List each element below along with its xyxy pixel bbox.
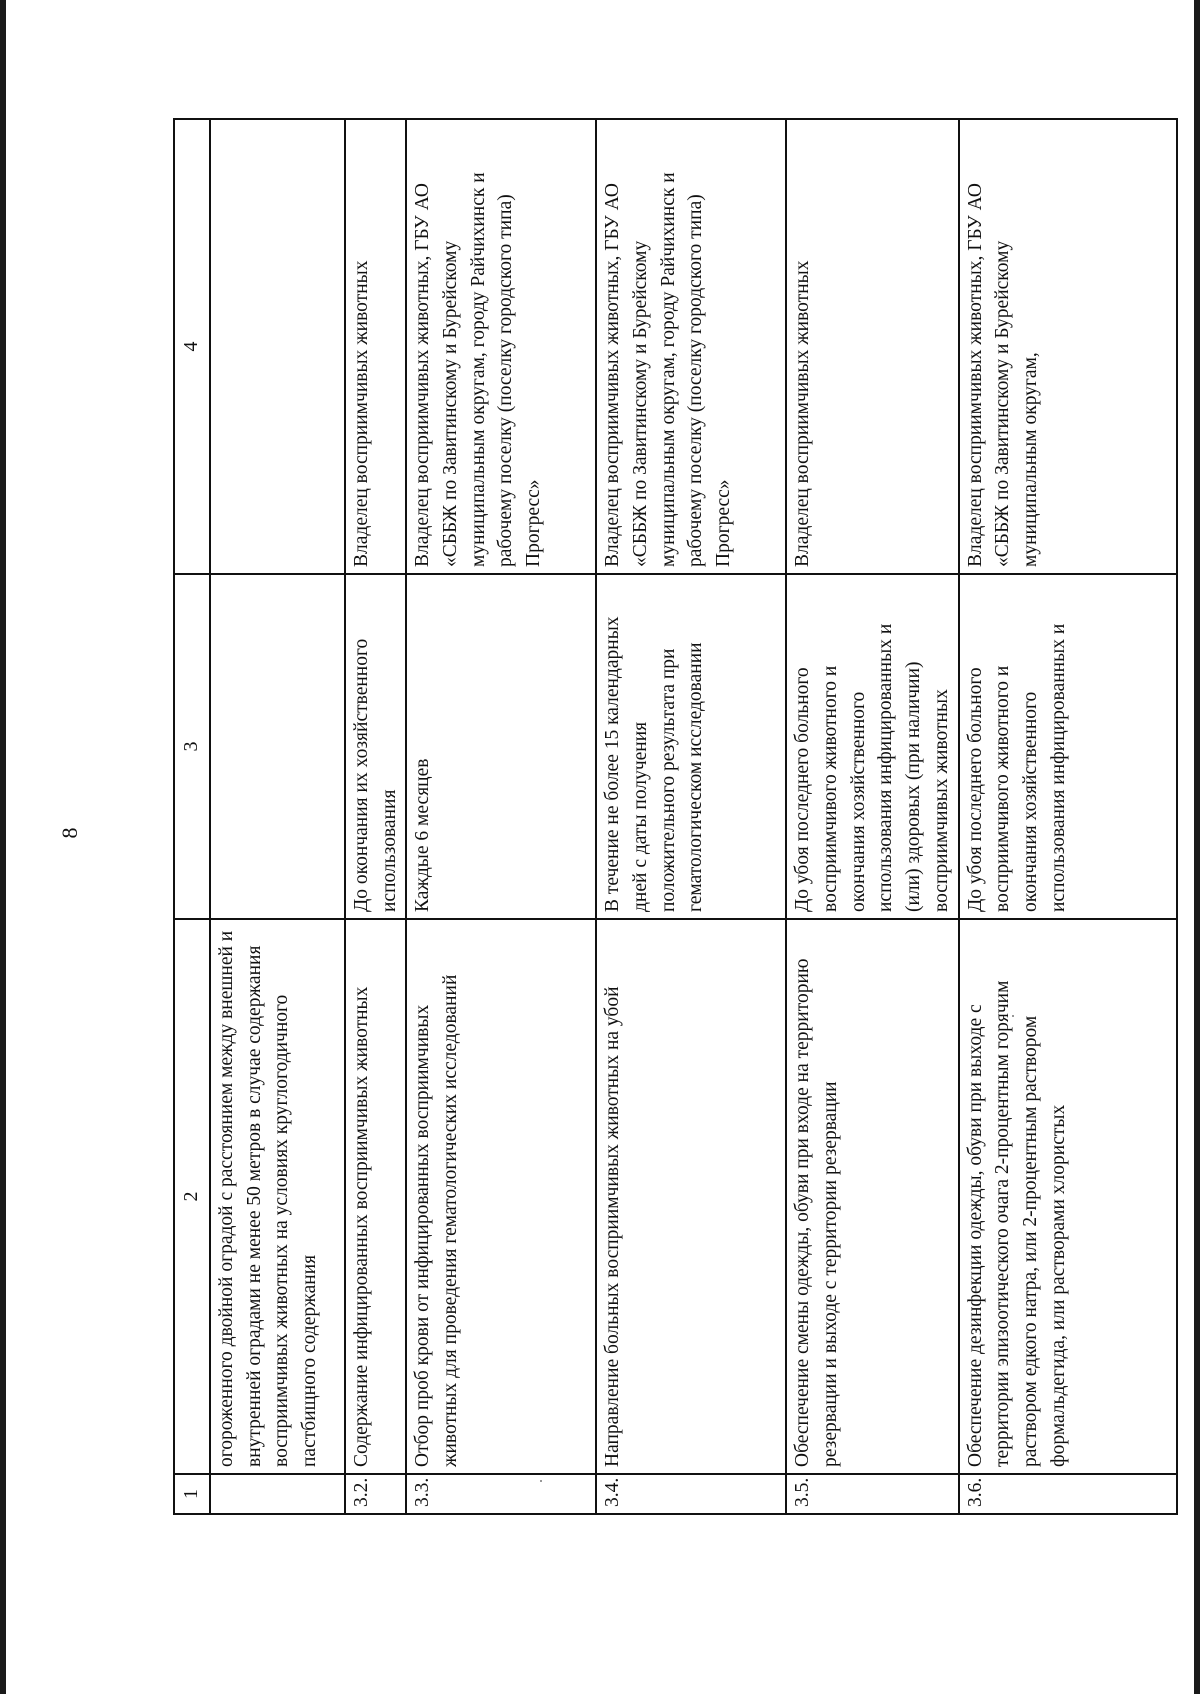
table-row [210, 119, 345, 1514]
term-cell: Каждые 6 месяцев [406, 574, 596, 919]
responsible-cell: Владелец восприимчивых животных, ГБУ АО «СББЖ по Завитинскому и Бурейскому муниципальным округам, городу Райчихинск и рабочему поселку (поселку городского типа) Прогресс» [596, 119, 786, 574]
action-cell: Обеспечение дезинфекции одежды, обуви при выходе с территории эпизоотического очага 2-процентным горячим раствором едкого натра, или 2-процентным раствором формальдегида, или растворами хлористых [959, 919, 1178, 1474]
table-row [959, 119, 1178, 1514]
action-cell: Обеспечение смены одежды, обуви при входе на территорию резервации и выходе с территории резервации [786, 919, 958, 1474]
table-row [596, 119, 786, 1514]
term-cell [210, 574, 345, 919]
table-row [406, 119, 596, 1514]
responsible-cell [210, 119, 345, 574]
table-row [345, 119, 406, 1514]
table-header-row [174, 119, 210, 1514]
term-cell: До окончания их хозяйственного использования [345, 574, 406, 919]
header-cell: 3 [174, 574, 210, 919]
row-number: 3.5. [786, 1474, 958, 1514]
term-cell: До убоя последнего больного восприимчивого животного и окончания хозяйственного использования инфицированных и [959, 574, 1178, 919]
measures-table [173, 118, 1178, 1515]
row-number: 3.6. [959, 1474, 1178, 1514]
responsible-cell: Владелец восприимчивых животных, ГБУ АО «СББЖ по Завитинскому и Бурейскому муниципальным округам, городу Райчихинск и рабочему поселку (поселку городского типа) Прогресс» [406, 119, 596, 574]
term-cell: В течение не более 15 календарных дней с даты получения положительного результата при гематологическом исследовании [596, 574, 786, 919]
responsible-cell: Владелец восприимчивых животных [345, 119, 406, 574]
row-number [210, 1474, 345, 1514]
action-cell: Отбор проб крови от инфицированных восприимчивых животных для проведения гематологических исследований [406, 919, 596, 1474]
header-cell: 1 [174, 1474, 210, 1514]
action-cell: Содержание инфицированных восприимчивых животных [345, 919, 406, 1474]
scan-edge-right [1194, 0, 1200, 1694]
term-cell: До убоя последнего больного восприимчивого животного и окончания хозяйственного использования инфицированных и (или) здоровых (при наличии) восприимчивых животных [786, 574, 958, 919]
page-number: 8 [57, 827, 82, 839]
scan-edge-left [0, 0, 6, 1694]
action-cell: огороженного двойной оградой с расстоянием между внешней и внутренней оградами не менее 50 метров в случае содержания восприимчивых животных на условиях круглогодичного пастбищного содержания [210, 919, 345, 1474]
row-number: 3.3. [406, 1474, 596, 1514]
row-number: 3.4. [596, 1474, 786, 1514]
action-cell: Направление больных восприимчивых животных на убой [596, 919, 786, 1474]
rotated-table-wrapper [173, 120, 1178, 1515]
responsible-cell: Владелец восприимчивых животных [786, 119, 958, 574]
table-row [786, 119, 958, 1514]
responsible-cell: Владелец восприимчивых животных, ГБУ АО «СББЖ по Завитинскому и Бурейскому муниципальным округам, [959, 119, 1178, 574]
header-cell: 4 [174, 119, 210, 574]
header-cell: 2 [174, 919, 210, 1474]
row-number: 3.2. [345, 1474, 406, 1514]
